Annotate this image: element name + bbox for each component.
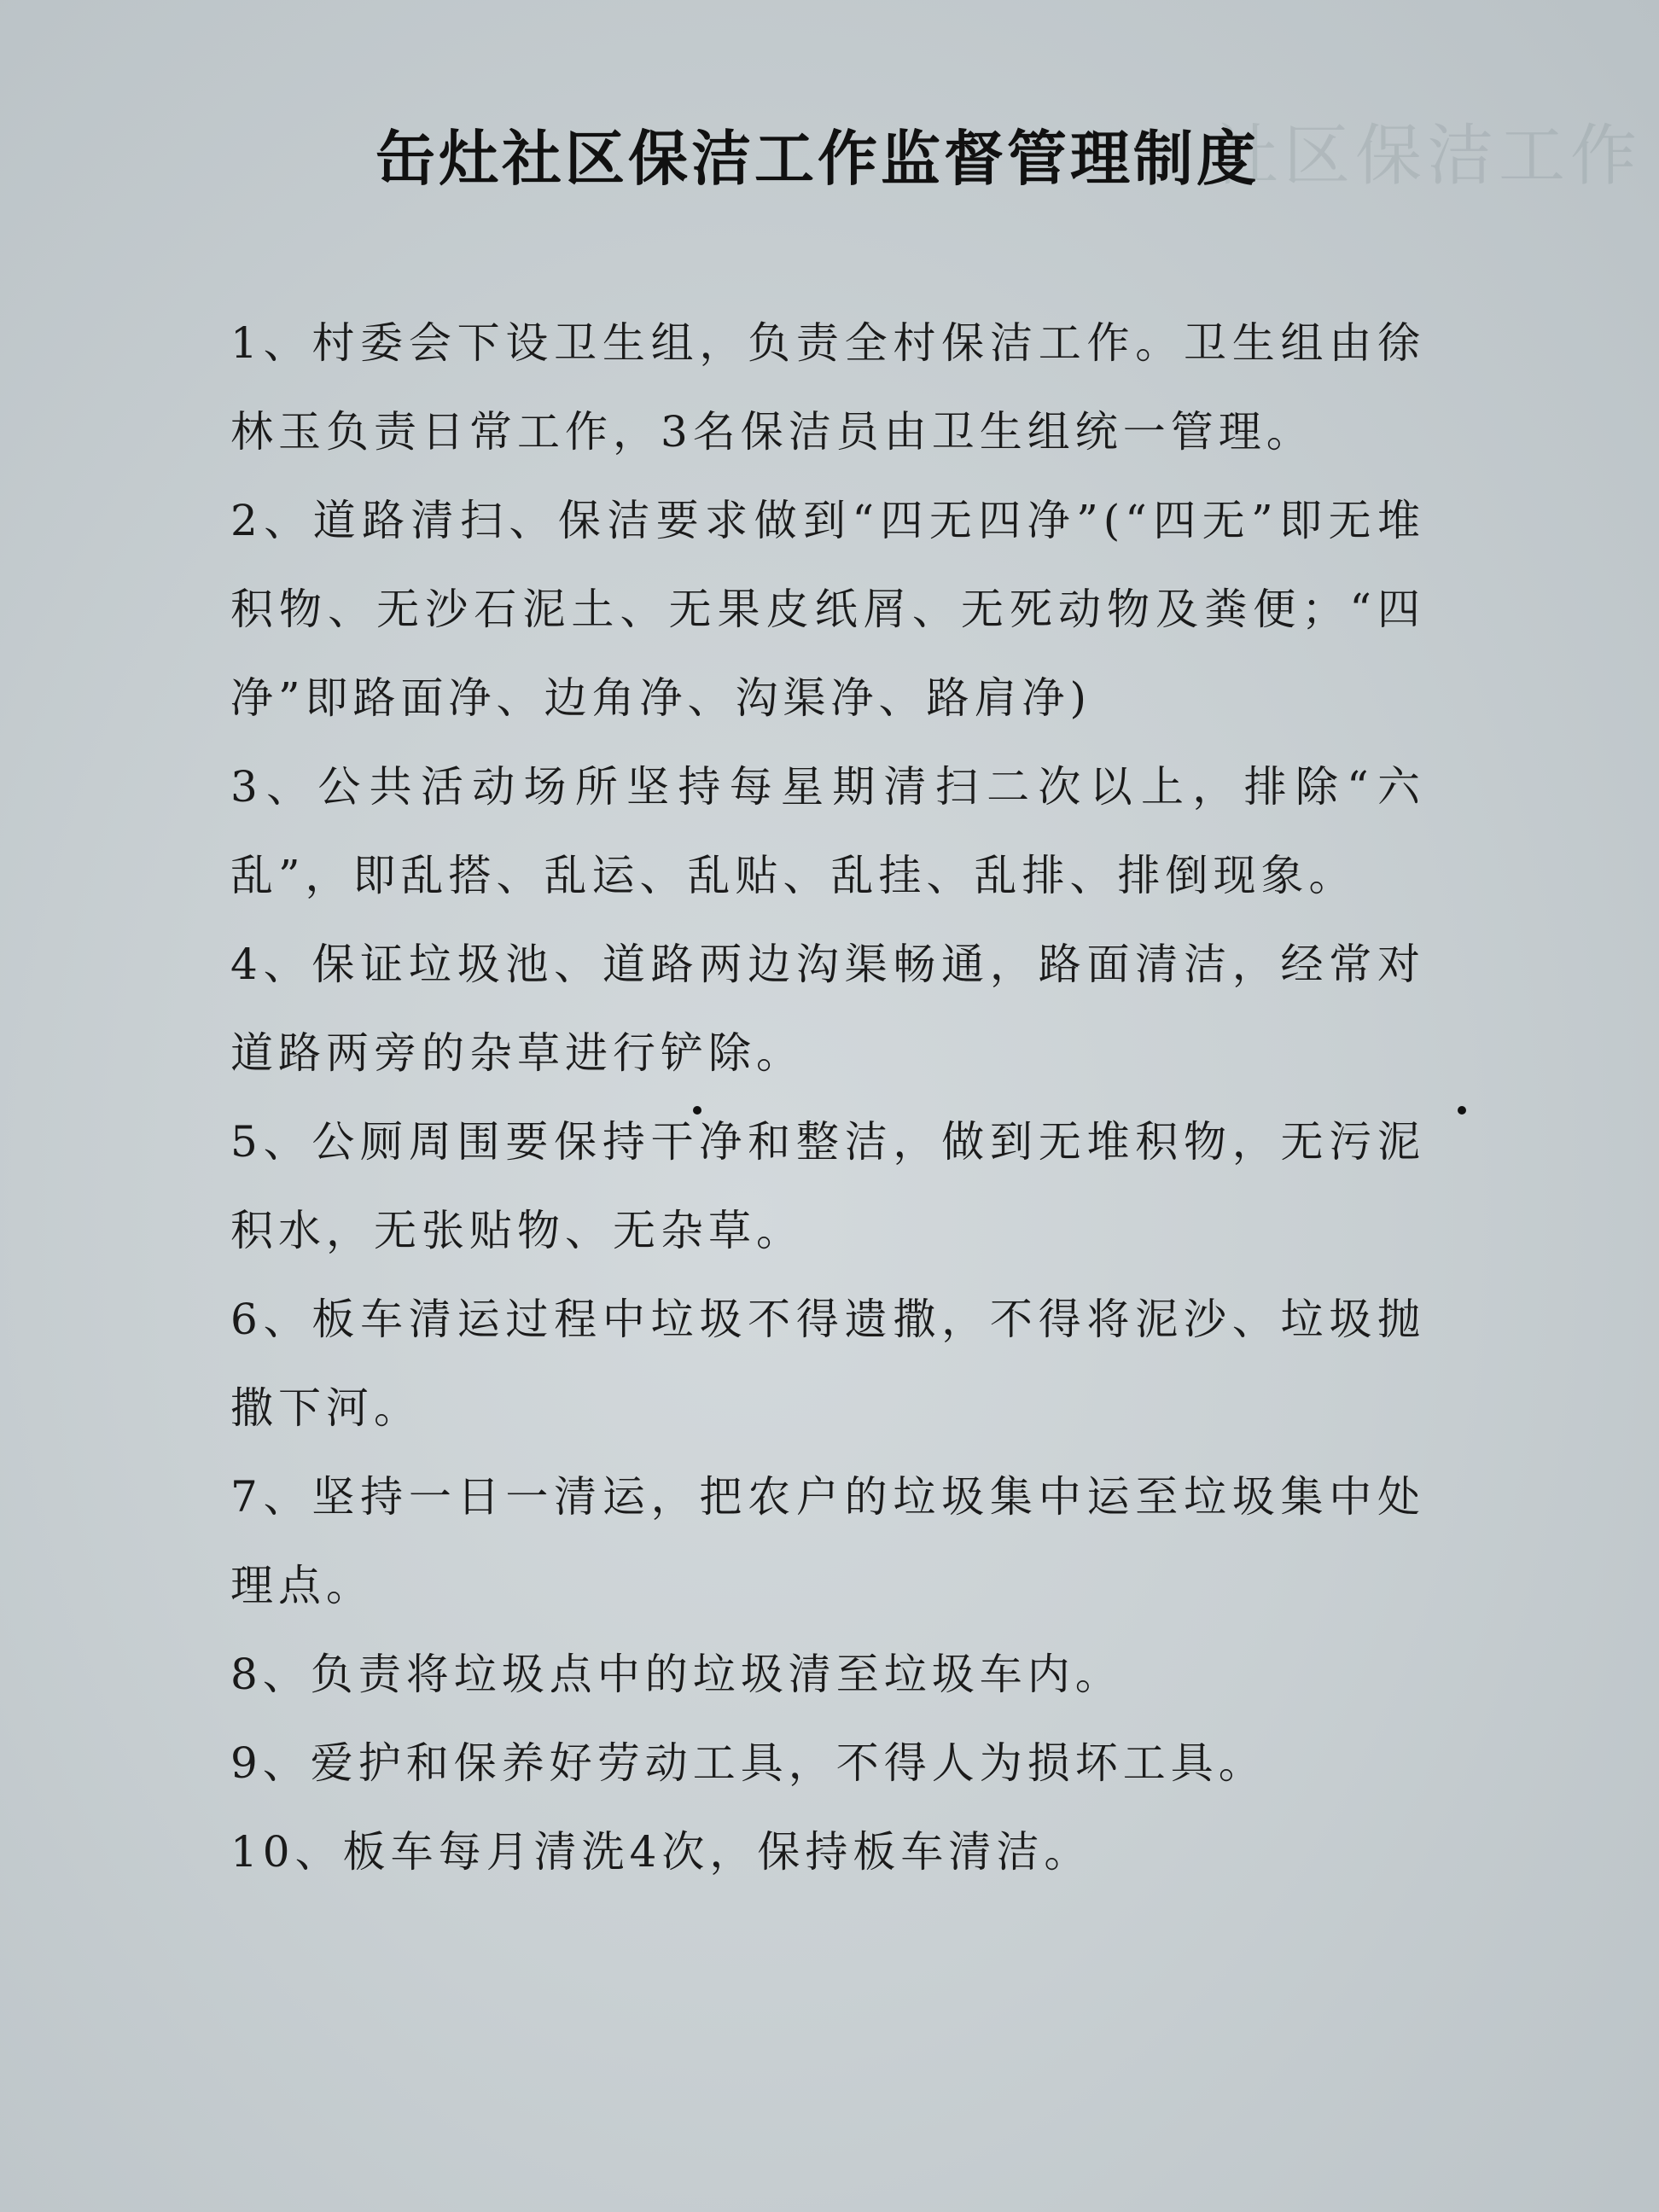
regulation-item-2: 2、道路清扫、保洁要求做到“四无四净”(“四无”即无堆积物、无沙石泥土、无果皮纸屑、无死动物及粪便；“四净”即路面净、边角净、沟渠净、路肩净) [230, 496, 1425, 723]
regulation-item-9: 9、爱护和保养好劳动工具，不得人为损坏工具。 [230, 1738, 1266, 1788]
regulation-item-5: 5、公厕周围要保持干净和整洁，做到无堆积物，无污泥积水，无张贴物、无杂草。 [230, 1117, 1425, 1255]
regulation-item-6: 6、板车清运过程中垃圾不得遗撒，不得将泥沙、垃圾抛撒下河。 [230, 1295, 1425, 1433]
document-title: 缶灶社区保洁工作监督管理制度 [375, 124, 1260, 194]
regulation-item-10: 10、板车每月清洗4次，保持板车清洁。 [230, 1827, 1092, 1877]
regulation-list [230, 299, 1425, 1896]
ink-speck [693, 1106, 701, 1115]
ink-speck [1458, 1106, 1466, 1115]
regulation-item-3: 3、公共活动场所坚持每星期清扫二次以上，排除“六乱”，即乱搭、乱运、乱贴、乱挂、乱排、排倒现象。 [230, 762, 1425, 900]
regulation-item-1: 1、村委会下设卫生组，负责全村保洁工作。卫生组由徐林玉负责日常工作，3名保洁员由卫生组统一管理。 [230, 318, 1425, 457]
regulation-item-8: 8、负责将垃圾点中的垃圾清至垃圾车内。 [230, 1650, 1123, 1699]
bleed-through-text: 社区保洁工作 [1212, 118, 1643, 195]
regulation-item-7: 7、坚持一日一清运，把农户的垃圾集中运至垃圾集中处理点。 [230, 1472, 1425, 1610]
regulation-item-4: 4、保证垃圾池、道路两边沟渠畅通，路面清洁，经常对道路两旁的杂草进行铲除。 [230, 940, 1425, 1078]
